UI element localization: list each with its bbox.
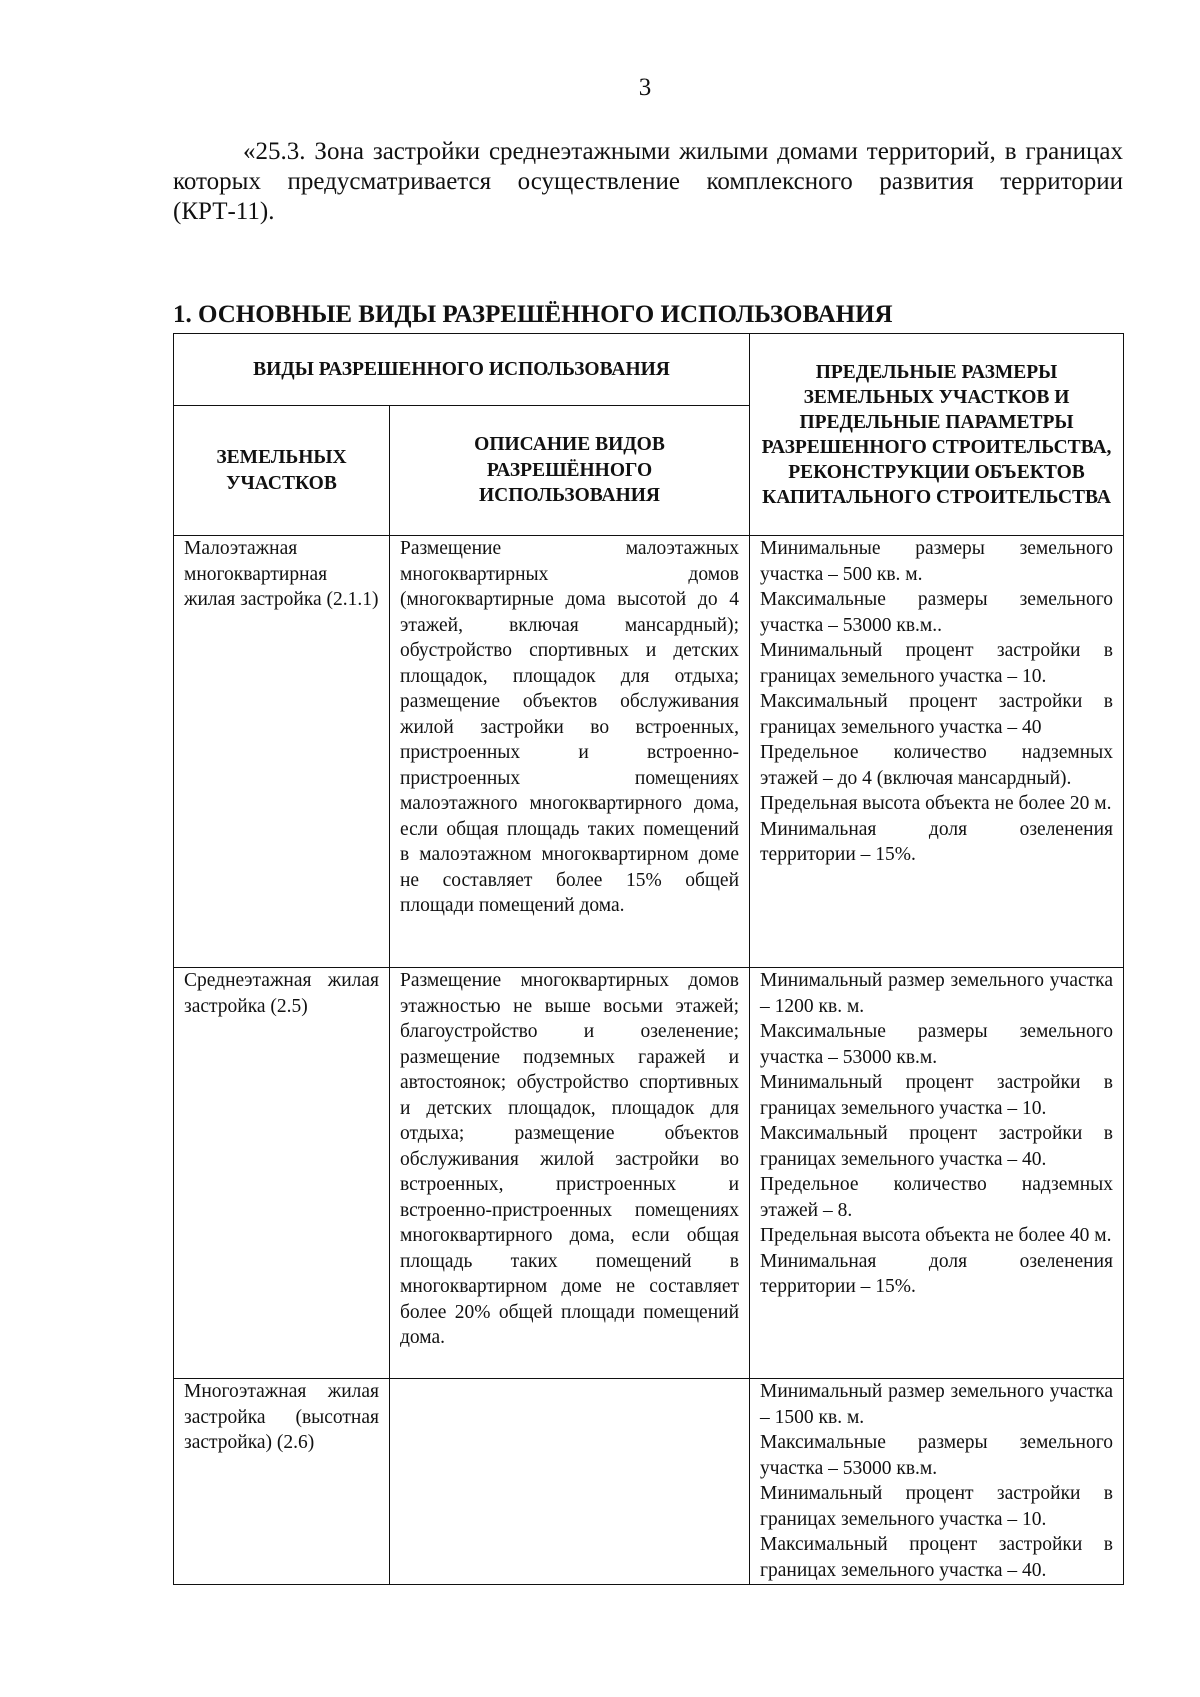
- use-parameters: [750, 968, 1124, 1379]
- param-line: Предельная высота объекта не более 20 м.: [760, 793, 1112, 814]
- use-description: [390, 1379, 750, 1585]
- param-line: Минимальный процент застройки в границах земельного участка – 10.: [760, 1483, 1114, 1530]
- table-row: [174, 536, 1124, 968]
- header-params: ПРЕДЕЛЬНЫЕ РАЗМЕРЫ ЗЕМЕЛЬНЫХ УЧАСТКОВ И ПРЕДЕЛЬНЫЕ ПАРАМЕТРЫ РАЗРЕШЕННОГО СТРОИТЕЛЬСТВА, РЕКОНСТРУКЦИИ ОБЪЕКТОВ КАПИТАЛЬНОГО СТРОИТЕЛЬСТВА: [750, 334, 1124, 536]
- permitted-use-table: [173, 333, 1124, 1585]
- param-line: Минимальный процент застройки в границах земельного участка – 10.: [760, 1072, 1114, 1119]
- param-line: Предельное количество надземных этажей – до 4 (включая мансардный).: [760, 742, 1114, 789]
- land-use-name: Многоэтажная жилая застройка (высотная застройка) (2.6): [174, 1379, 390, 1585]
- param-line: Максимальный процент застройки в границах земельного участка – 40.: [760, 1123, 1114, 1170]
- header-group-title: ВИДЫ РАЗРЕШЕННОГО ИСПОЛЬЗОВАНИЯ: [174, 334, 750, 406]
- param-line: Минимальный размер земельного участка – 1200 кв. м.: [760, 970, 1114, 1017]
- header-land: ЗЕМЕЛЬНЫХ УЧАСТКОВ: [174, 406, 390, 536]
- page-number: 3: [638, 74, 652, 101]
- param-line: Минимальная доля озеленения территории – 15%.: [760, 1250, 1114, 1297]
- use-parameters: [750, 1379, 1124, 1585]
- param-line: Максимальные размеры земельного участка – 53000 кв.м.: [760, 1432, 1114, 1479]
- param-line: Максимальные размеры земельного участка – 53000 кв.м..: [760, 589, 1114, 636]
- param-line: Максимальные размеры земельного участка – 53000 кв.м.: [760, 1021, 1114, 1068]
- use-description: Размещение многоквартирных домов этажностью не выше восьми этажей; благоустройство и озеленение; размещение подземных гаражей и автостоянок; обустройство спортивных и детских площадок, площадок для отдыха; размещение объектов обслуживания жилой застройки во встроенных, пристроенных и встроенно-пристроенных помещениях многоквартирного дома, если общая площадь таких помещений в многоквартирном доме не составляет более 20% общей площади помещений дома.: [390, 968, 750, 1379]
- param-line: Максимальный процент застройки в границах земельного участка – 40.: [760, 1534, 1114, 1581]
- param-line: Минимальные размеры земельного участка – 500 кв. м.: [760, 538, 1114, 585]
- land-use-name: Малоэтажная многоквартирная жилая застройка (2.1.1): [174, 536, 390, 968]
- param-line: Минимальная доля озеленения территории – 15%.: [760, 818, 1114, 865]
- param-line: Предельная высота объекта не более 40 м.: [760, 1225, 1112, 1246]
- param-line: Максимальный процент застройки в границах земельного участка – 40: [760, 691, 1114, 738]
- intro-paragraph: «25.3. Зона застройки среднеэтажными жилыми домами территорий, в границах которых предусматривается осуществление комплексного развития территории (КРТ-11).: [173, 138, 1123, 225]
- header-desc: ОПИСАНИЕ ВИДОВ РАЗРЕШЁННОГО ИСПОЛЬЗОВАНИЯ: [390, 406, 750, 536]
- use-parameters: [750, 536, 1124, 968]
- param-line: Минимальный размер земельного участка – 1500 кв. м.: [760, 1381, 1114, 1428]
- table-row: [174, 1379, 1124, 1585]
- land-use-name: Среднеэтажная жилая застройка (2.5): [174, 968, 390, 1379]
- section-title: 1. ОСНОВНЫЕ ВИДЫ РАЗРЕШЁННОГО ИСПОЛЬЗОВАНИЯ: [173, 301, 893, 328]
- use-description: Размещение малоэтажных многоквартирных домов (многоквартирные дома высотой до 4 этажей, включая мансардный); обустройство спортивных и детских площадок, площадок для отдыха; размещение объектов обслуживания жилой застройки во встроенных, пристроенных и встроенно-пристроенных помещениях малоэтажного многоквартирного дома, если общая площадь таких помещений в малоэтажном многоквартирном доме не составляет более 15% общей площади помещений дома.: [390, 536, 750, 968]
- table-row: [174, 968, 1124, 1379]
- param-line: Минимальный процент застройки в границах земельного участка – 10.: [760, 640, 1114, 687]
- table-header-row: [174, 334, 1124, 406]
- param-line: Предельное количество надземных этажей – 8.: [760, 1174, 1114, 1221]
